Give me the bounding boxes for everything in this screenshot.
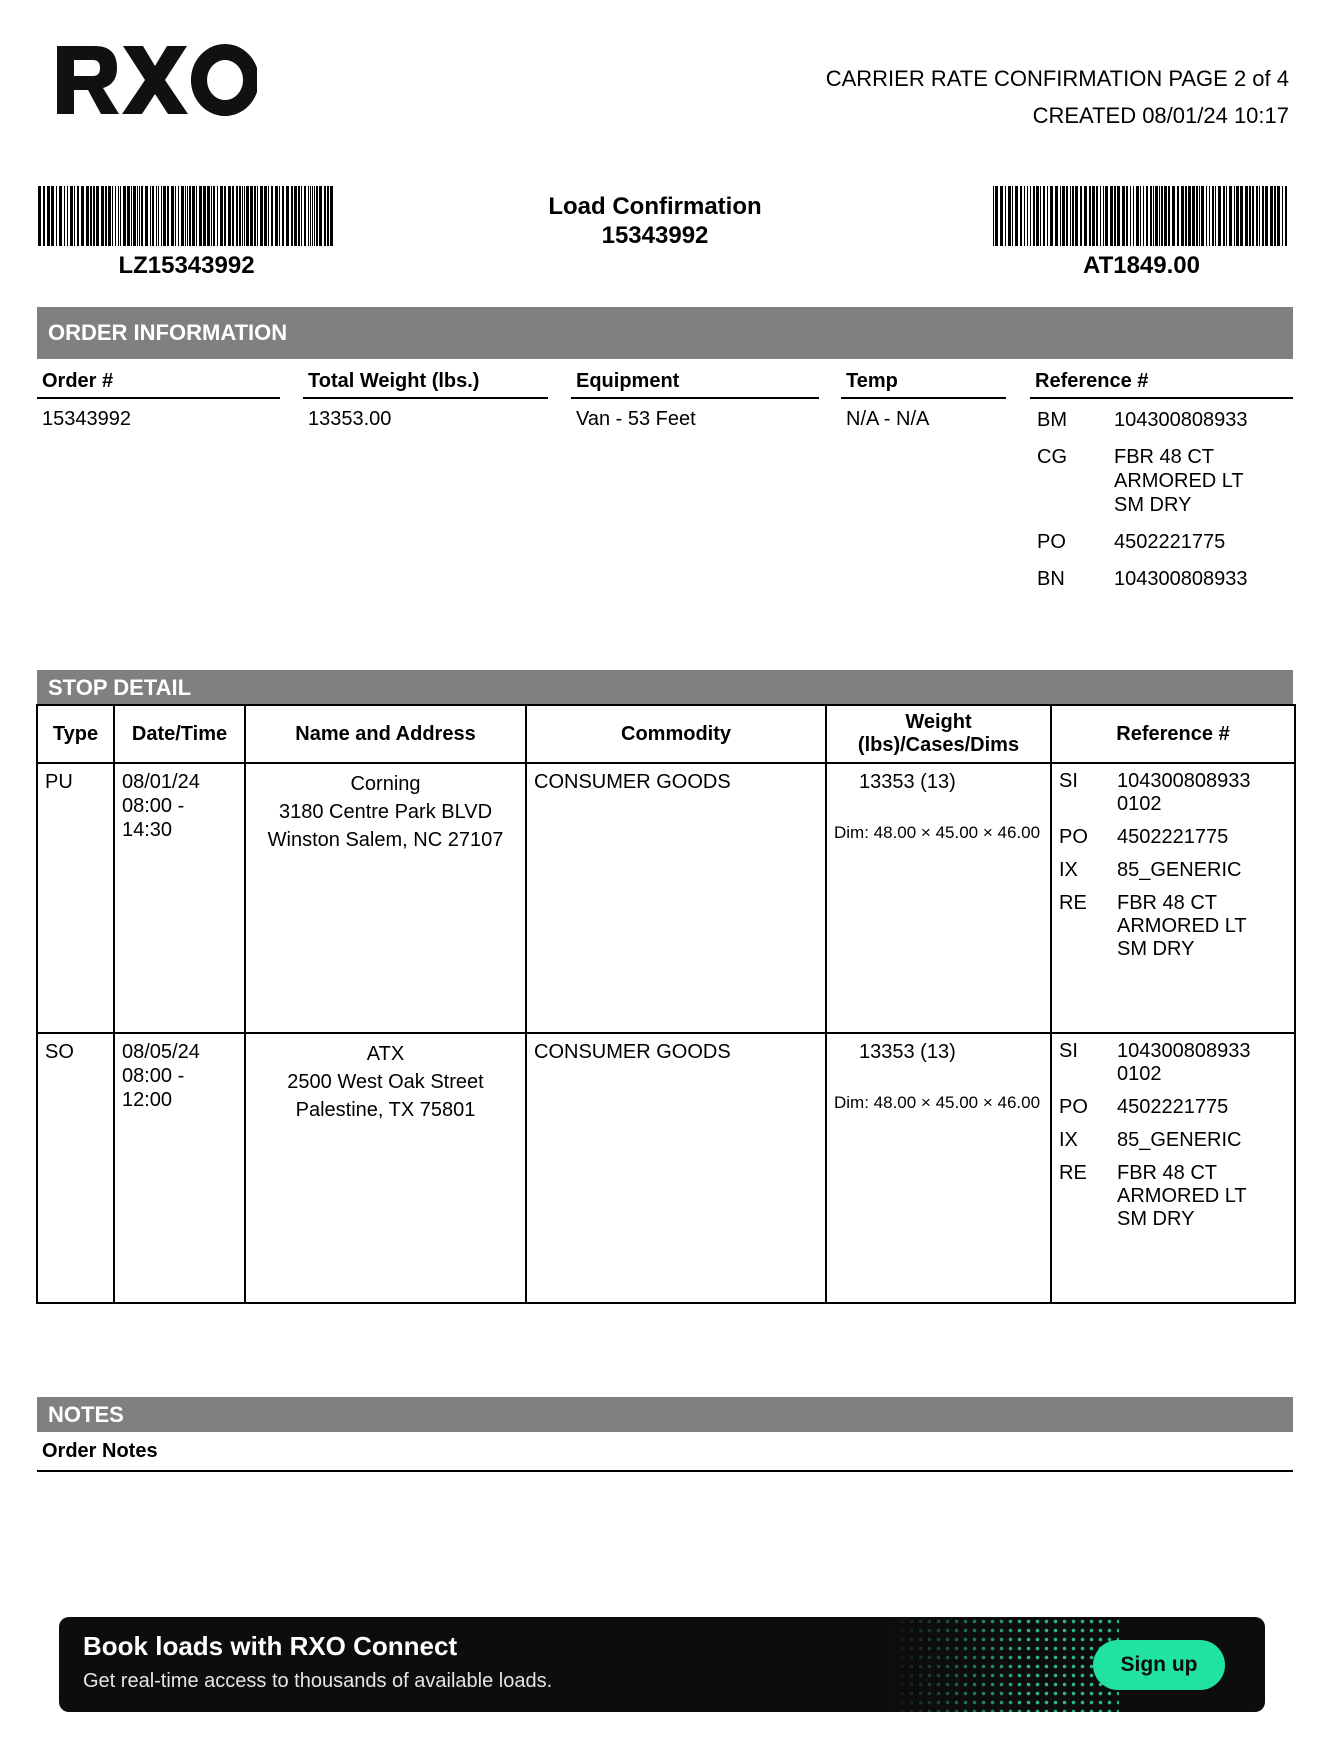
barcode-bar (1188, 186, 1191, 246)
barcode-bar (1168, 186, 1170, 246)
barcode-bar (1265, 186, 1268, 246)
barcode-bar (1155, 186, 1158, 246)
barcode-bar (1252, 186, 1254, 246)
stop-date: 08/01/24 (122, 771, 200, 793)
barcode-bar (1024, 186, 1025, 246)
order-number-value: 15343992 (42, 408, 131, 430)
barcode-bar (77, 186, 79, 246)
order-notes-label: Order Notes (42, 1440, 158, 1462)
reference-value: 85_GENERIC (1117, 1129, 1242, 1151)
barcode-bar (158, 186, 159, 246)
barcode-bar (118, 186, 119, 246)
barcode-bar (150, 186, 151, 246)
order-number-header: Order # (37, 370, 280, 399)
stop-street: 3180 Centre Park BLVD (278, 801, 493, 823)
barcode-bar (246, 186, 249, 246)
barcode-bar (1050, 186, 1053, 246)
table-row (37, 763, 1295, 1033)
commodity-column-header: Commodity (526, 705, 826, 763)
barcode-bar (152, 186, 154, 246)
barcode-bar (1285, 186, 1287, 246)
barcode-bar (1201, 186, 1204, 246)
barcode-bar (239, 186, 241, 246)
barcode-bar (236, 186, 238, 246)
sign-up-button[interactable]: Sign up (1093, 1640, 1225, 1690)
stop-street: 2500 West Oak Street (287, 1071, 484, 1093)
barcode-bar (1143, 186, 1144, 246)
barcode-bar (217, 186, 218, 246)
barcode-bar (264, 186, 267, 246)
reference-value: 4502221775 (1117, 1096, 1229, 1118)
barcode-bar (308, 186, 309, 246)
barcode-bar (312, 186, 313, 246)
barcode-bar (224, 186, 226, 246)
barcode-bar (90, 186, 92, 246)
barcode-bar (133, 186, 136, 246)
stop-city: Winston Salem, NC 27107 (267, 829, 504, 851)
barcode-bar (1212, 186, 1214, 246)
barcode-bar (213, 186, 215, 246)
stop-weight-value: 13353 (13) (859, 1041, 956, 1063)
order-information-header: ORDER INFORMATION (37, 307, 1293, 359)
barcode-bar (86, 186, 89, 246)
temp-header: Temp (841, 370, 1006, 399)
barcode-bar (1209, 186, 1210, 246)
barcode-bar (192, 186, 195, 246)
barcode-bar (1159, 186, 1160, 246)
reference-value: 1043008089330102 (1117, 1040, 1251, 1085)
type-column-header: Type (37, 705, 114, 763)
barcode-bar (232, 186, 234, 246)
barcode-bar (301, 186, 302, 246)
equipment-header: Equipment (571, 370, 819, 399)
stop-detail-table (36, 704, 1296, 1304)
banner-title: Book loads with RXO Connect (83, 1631, 458, 1661)
stop-time-start: 08:00 - (122, 1065, 185, 1087)
rxo-connect-banner[interactable] (59, 1617, 1265, 1712)
barcode-bar (1008, 186, 1011, 246)
barcode-bar (330, 186, 333, 246)
left-barcode-label: LZ15343992 (118, 252, 255, 279)
barcode-bar (139, 186, 140, 246)
barcode-bar (1181, 186, 1184, 246)
barcode-bar (271, 186, 273, 246)
reference-code: SI (1059, 770, 1078, 792)
reference-value: 104300808933 (1114, 568, 1248, 590)
barcode-bar (279, 186, 280, 246)
barcode-bar (286, 186, 289, 246)
stop-dims: Dim: 48.00 × 45.00 × 46.00 (834, 823, 1041, 842)
load-number: 15343992 (601, 222, 709, 249)
barcode-bar (207, 186, 210, 246)
barcode-bar (242, 186, 243, 246)
barcode-bar (1245, 186, 1248, 246)
stop-weight-value: 13353 (13) (859, 771, 956, 793)
barcode-bar (1005, 186, 1006, 246)
stop-commodity: CONSUMER GOODS (526, 763, 826, 1033)
barcode-bar (1070, 186, 1071, 246)
barcode-bar (161, 186, 162, 246)
reference-code: BN (1037, 568, 1065, 590)
rxo-logo (57, 44, 257, 116)
barcode-bar (324, 186, 326, 246)
stop-address (245, 763, 526, 1033)
barcode-bar (1033, 186, 1035, 246)
barcode-bar (59, 186, 62, 246)
barcode-bar (1256, 186, 1258, 246)
stop-location-name: Corning (350, 773, 421, 795)
barcode-bar (81, 186, 84, 246)
barcode-bar (51, 186, 54, 246)
barcode-bar (120, 186, 121, 246)
barcode-bar (211, 186, 212, 246)
barcode-bar (1172, 186, 1175, 246)
reference-value: 4502221775 (1117, 826, 1229, 848)
barcode-bar (1218, 186, 1221, 246)
barcode-bar (294, 186, 297, 246)
barcode-bar (1249, 186, 1251, 246)
barcode-bar (1223, 186, 1225, 246)
stop-detail-header: STOP DETAIL (37, 670, 1293, 704)
reference-value: FBR 48 CT ARMORED LT SM DRY (1117, 892, 1247, 960)
barcode-bar (1015, 186, 1018, 246)
barcode-bar (1185, 186, 1187, 246)
stop-commodity: CONSUMER GOODS (526, 1033, 826, 1303)
barcode-bar (56, 186, 57, 246)
barcode-bar (1282, 186, 1283, 246)
reference-code: IX (1059, 859, 1078, 881)
barcode-bar (141, 186, 143, 246)
reference-header: Reference # (1030, 370, 1293, 399)
barcode-bar (70, 186, 73, 246)
barcode-bar (145, 186, 148, 246)
barcode-bar (1215, 186, 1216, 246)
barcode-bar (137, 186, 138, 246)
barcode-bar (1130, 186, 1131, 246)
barcode-bar (1229, 186, 1232, 246)
created-timestamp: CREATED 08/01/24 10:17 (1032, 103, 1289, 128)
stop-location-name: ATX (366, 1043, 405, 1065)
barcode-bar (203, 186, 206, 246)
stop-references (1051, 1033, 1295, 1303)
barcode-bar (1103, 186, 1104, 246)
barcode-bar (1277, 186, 1280, 246)
table-header-row (37, 705, 1295, 763)
barcode-bar (1020, 186, 1022, 246)
barcode-bar (1196, 186, 1198, 246)
dot-pattern-decoration (889, 1617, 1119, 1712)
reference-value: 4502221775 (1114, 531, 1226, 553)
barcode-bar (282, 186, 284, 246)
reference-code: PO (1059, 826, 1088, 848)
stop-date: 08/05/24 (122, 1041, 200, 1063)
barcode-bar (1274, 186, 1276, 246)
barcode-bar (178, 186, 179, 246)
barcode-bar (1066, 186, 1068, 246)
barcode-bar (1122, 186, 1125, 246)
stop-type: SO (37, 1033, 114, 1303)
barcode-bar (1072, 186, 1074, 246)
stop-city: Palestine, TX 75801 (295, 1099, 476, 1121)
barcode-bar (327, 186, 329, 246)
barcode-bar (1096, 186, 1098, 246)
barcode-bar (1140, 186, 1141, 246)
barcode-bar (1192, 186, 1195, 246)
barcode-bar (220, 186, 223, 246)
barcode-bar (1089, 186, 1091, 246)
weight-column-header (826, 705, 1051, 763)
barcode-bar (1177, 186, 1179, 246)
barcode-bar (250, 186, 253, 246)
reference-column-header: Reference # (1051, 705, 1295, 763)
barcode-bar (319, 186, 322, 246)
barcode-bar (257, 186, 258, 246)
stop-references (1051, 763, 1295, 1033)
barcode-bar (1114, 186, 1116, 246)
barcode-bar (316, 186, 318, 246)
page-indicator: CARRIER RATE CONFIRMATION PAGE 2 of 4 (825, 66, 1289, 91)
reference-code: SI (1059, 1040, 1078, 1062)
barcode-bar (298, 186, 300, 246)
barcode-bar (43, 186, 45, 246)
barcode-bar (127, 186, 130, 246)
barcode-bar (1262, 186, 1264, 246)
reference-value: FBR 48 CT ARMORED LT SM DRY (1117, 1162, 1247, 1230)
barcode-bar (112, 186, 113, 246)
weight-header-line1: Weight (905, 711, 972, 733)
barcode-bar (1153, 186, 1154, 246)
barcode-bar (314, 186, 315, 246)
reference-code: PO (1037, 531, 1066, 553)
total-weight-value: 13353.00 (308, 408, 392, 430)
barcode-bar (101, 186, 104, 246)
barcode-bar (175, 186, 176, 246)
barcode-bar (185, 186, 186, 246)
rxo-logo-graphic (57, 44, 257, 116)
stop-weight (826, 1033, 1051, 1303)
barcode-bar (1092, 186, 1095, 246)
barcode-bar (1100, 186, 1101, 246)
barcode-bar (187, 186, 188, 246)
barcode-bar (123, 186, 126, 246)
barcode-bar (1080, 186, 1082, 246)
barcode-bar (131, 186, 132, 246)
barcode-bar (1240, 186, 1243, 246)
table-row (37, 1033, 1295, 1303)
right-barcode-label: AT1849.00 (1083, 252, 1200, 279)
document-title: Load Confirmation (548, 193, 762, 220)
stop-datetime (114, 1033, 245, 1303)
barcode-bar (1136, 186, 1139, 246)
barcode-bar (1133, 186, 1134, 246)
reference-code: PO (1059, 1096, 1088, 1118)
notes-divider (37, 1470, 1293, 1472)
barcode-bar (181, 186, 184, 246)
barcode-bar (1062, 186, 1065, 246)
barcode-bar (64, 186, 65, 246)
barcode-bar (96, 186, 99, 246)
reference-code: RE (1059, 892, 1087, 914)
barcode-bar (260, 186, 263, 246)
stop-time-end: 14:30 (122, 819, 173, 841)
barcode-bar (1199, 186, 1200, 246)
stop-time-start: 08:00 - (122, 795, 185, 817)
right-barcode (993, 186, 1290, 246)
barcode-bar (310, 186, 311, 246)
barcode-bar (275, 186, 278, 246)
reference-value: 85_GENERIC (1117, 859, 1242, 881)
barcode-bar (67, 186, 68, 246)
barcode-bar (189, 186, 191, 246)
banner-subtitle: Get real-time access to thousands of available loads. (83, 1670, 553, 1692)
barcode-bar (1226, 186, 1227, 246)
total-weight-header: Total Weight (lbs.) (303, 370, 548, 399)
barcode-bar (1040, 186, 1041, 246)
barcode-bar (1055, 186, 1058, 246)
name-address-column-header: Name and Address (245, 705, 526, 763)
barcode-bar (167, 186, 169, 246)
datetime-column-header: Date/Time (114, 705, 245, 763)
barcode-bar (115, 186, 116, 246)
barcode-bar (995, 186, 998, 246)
reference-value: FBR 48 CT ARMORED LT SM DRY (1114, 446, 1244, 516)
left-barcode (38, 186, 335, 246)
barcode-bar (199, 186, 202, 246)
barcode-bar (196, 186, 197, 246)
stop-datetime (114, 763, 245, 1033)
stop-time-end: 12:00 (122, 1089, 173, 1111)
barcode-bar (1234, 186, 1235, 246)
barcode-bar (105, 186, 107, 246)
barcode-bar (1150, 186, 1152, 246)
barcode-bar (1236, 186, 1239, 246)
stop-weight (826, 763, 1051, 1033)
barcode-bar (1043, 186, 1045, 246)
equipment-value: Van - 53 Feet (576, 408, 696, 430)
barcode-bar (1105, 186, 1108, 246)
barcode-bar (1270, 186, 1273, 246)
barcode-bar (1075, 186, 1078, 246)
barcode-bar (993, 186, 994, 246)
barcode-bar (1117, 186, 1120, 246)
load-confirmation-title (500, 192, 810, 250)
stop-dims: Dim: 48.00 × 45.00 × 46.00 (834, 1093, 1041, 1112)
barcode-bar (1206, 186, 1207, 246)
barcode-bar (1047, 186, 1048, 246)
reference-code: CG (1037, 446, 1067, 468)
barcode-bar (268, 186, 269, 246)
stop-address (245, 1033, 526, 1303)
temp-value: N/A - N/A (846, 408, 930, 430)
barcode-bar (163, 186, 166, 246)
barcode-bar (291, 186, 293, 246)
barcode-bar (108, 186, 111, 246)
barcode-bar (1036, 186, 1039, 246)
barcode-bar (1126, 186, 1128, 246)
reference-value: 1043008089330102 (1117, 770, 1251, 815)
barcode-bar (1110, 186, 1113, 246)
barcode-bar (1161, 186, 1163, 246)
barcode-bar (304, 186, 306, 246)
barcode-bar (1146, 186, 1148, 246)
reference-code: BM (1037, 409, 1067, 431)
barcode-bar (38, 186, 41, 246)
notes-header: NOTES (37, 1397, 1293, 1432)
barcode-bar (47, 186, 50, 246)
barcode-bar (244, 186, 245, 246)
barcode-bar (1000, 186, 1003, 246)
barcode-bar (228, 186, 231, 246)
barcode-bar (1012, 186, 1013, 246)
barcode-bar (156, 186, 157, 246)
weight-header-line2: (lbs)/Cases/Dims (857, 734, 1020, 756)
barcode-bar (1084, 186, 1087, 246)
reference-code: IX (1059, 1129, 1078, 1151)
barcode-bar (1027, 186, 1028, 246)
barcode-bar (254, 186, 256, 246)
barcode-bar (93, 186, 95, 246)
reference-code: RE (1059, 1162, 1087, 1184)
barcode-bar (1164, 186, 1167, 246)
barcode-bar (1060, 186, 1061, 246)
barcode-bar (171, 186, 174, 246)
stop-type: PU (37, 763, 114, 1033)
reference-value: 104300808933 (1114, 409, 1248, 431)
barcode-bar (74, 186, 75, 246)
barcode-bar (1259, 186, 1260, 246)
barcode-bar (1030, 186, 1031, 246)
